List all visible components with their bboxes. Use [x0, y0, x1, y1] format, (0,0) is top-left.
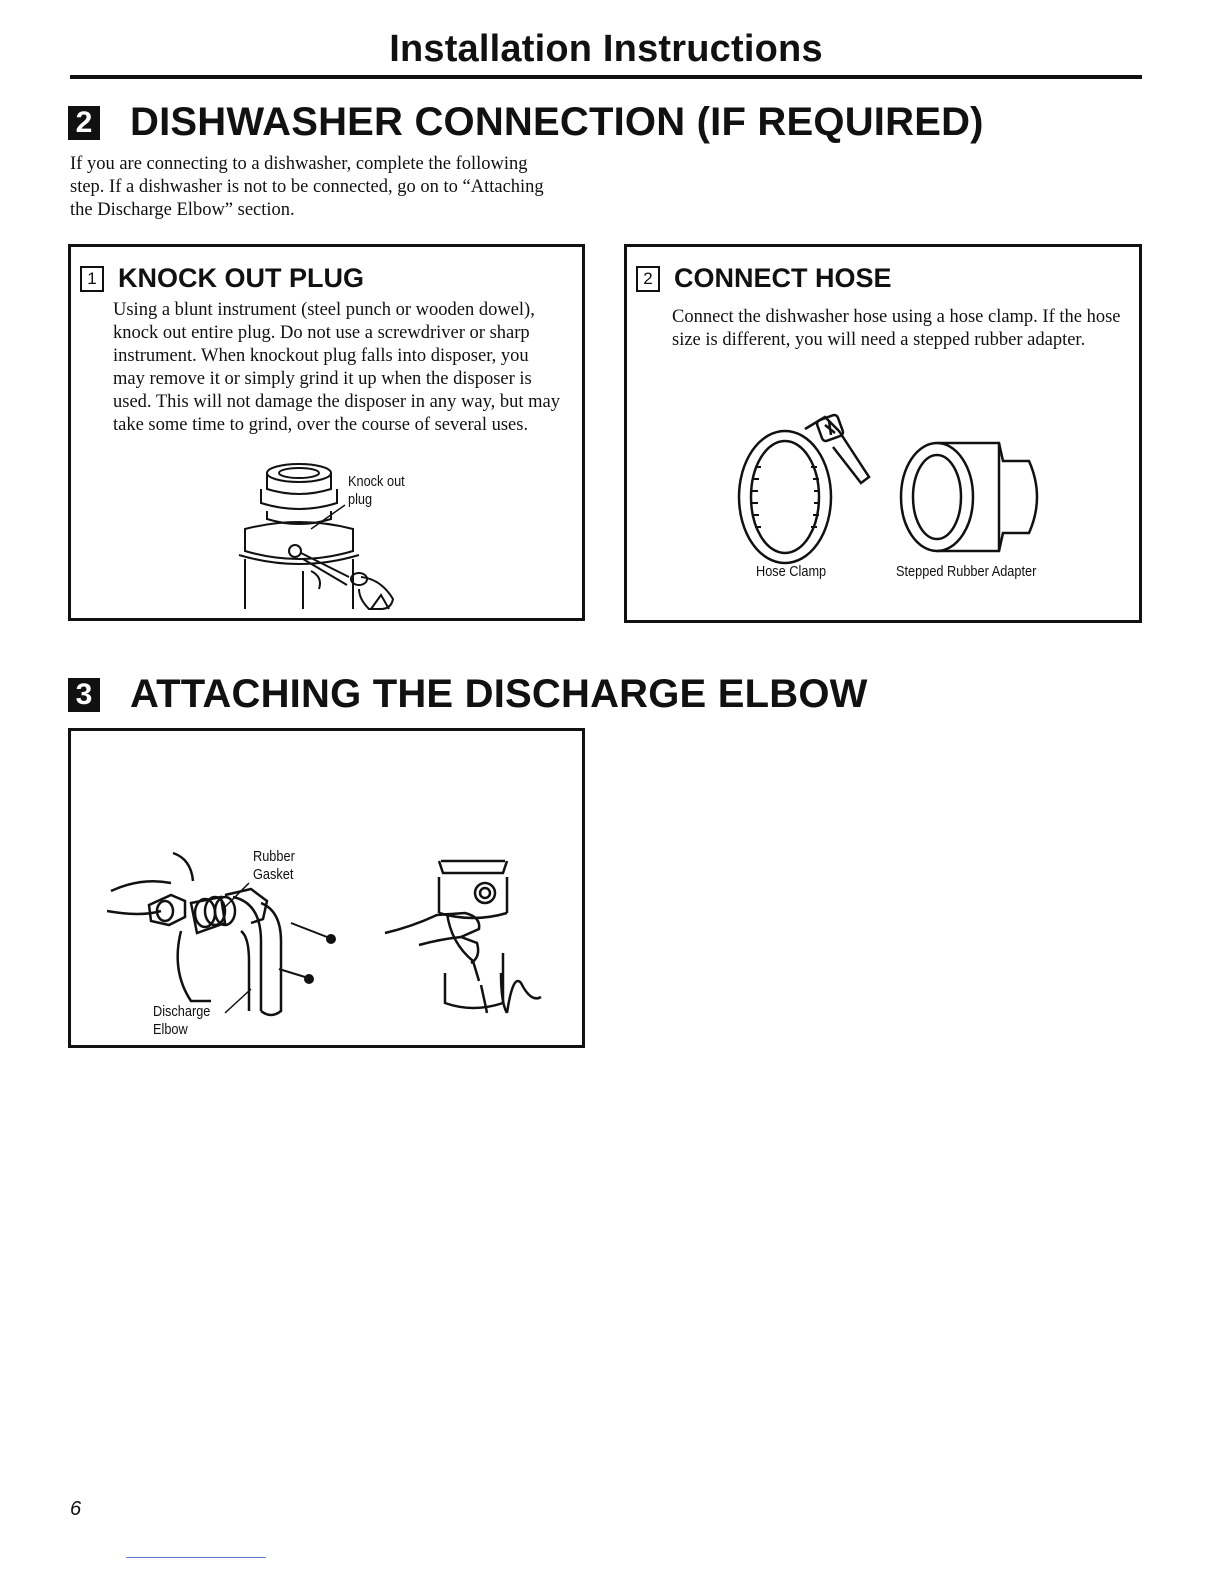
step-1-heading — [80, 263, 364, 294]
page-header-title: Installation Instructions — [389, 28, 823, 70]
section-2-title: DISHWASHER CONNECTION (IF REQUIRED) — [130, 100, 984, 144]
knockout-leader-line — [309, 503, 349, 533]
elbow-leader-line — [223, 987, 253, 1017]
knockout-callout-line2: plug — [348, 491, 373, 508]
footer-line — [126, 1557, 266, 1558]
gasket-leader-line — [221, 881, 251, 911]
stepped-adapter-label: Stepped Rubber Adapter — [896, 563, 1037, 580]
rubber-gasket-label-line2: Gasket — [253, 866, 294, 883]
step-1-number: 1 — [80, 266, 104, 292]
step-2-title: CONNECT HOSE — [674, 263, 892, 293]
discharge-elbow-illustration — [101, 841, 341, 1021]
discharge-elbow-label-line1: Discharge — [153, 1003, 211, 1020]
discharge-elbow-label-line2: Elbow — [153, 1021, 188, 1038]
section-2-heading — [68, 100, 984, 145]
section-2-number: 2 — [68, 106, 100, 140]
hose-clamp-label: Hose Clamp — [756, 563, 827, 580]
header-rule — [70, 75, 1142, 79]
discharge-elbow-box — [68, 728, 585, 1048]
step-2-heading — [636, 263, 892, 294]
rubber-gasket-label-line1: Rubber — [253, 848, 295, 865]
step-2-text: Connect the dishwasher hose using a hose clamp. If the hose size is different, you will need a stepped rubber adapter. — [672, 307, 1121, 350]
section-3-number: 3 — [68, 678, 100, 712]
page-number: 6 — [70, 1498, 82, 1520]
stepped-rubber-adapter-icon — [899, 437, 1049, 557]
knockout-callout-line1: Knock out — [348, 473, 405, 490]
knock-out-plug-box — [68, 244, 585, 621]
step-1-title: KNOCK OUT PLUG — [118, 263, 364, 293]
section-3-heading — [68, 672, 868, 717]
hand-rotating-disposer-illustration — [381, 853, 551, 1023]
hose-clamp-icon — [733, 407, 873, 567]
section-3-title: ATTACHING THE DISCHARGE ELBOW — [130, 672, 868, 716]
step-1-text: Using a blunt instrument (steel punch or wooden dowel), knock out entire plug. Do not use a screwdriver or sharp instrument. When knockout plug falls into disposer, you may remove it or simply grind it up when the disposer is used. This will not damage the disposer in any way, but may take some time to grind, over the course of several uses. — [113, 300, 561, 435]
step-2-number: 2 — [636, 266, 660, 292]
section-2-intro: If you are connecting to a dishwasher, complete the following step. If a dishwasher is not to be connected, go on to “Attaching the Discharge Elbow” section. — [70, 154, 544, 220]
connect-hose-box — [624, 244, 1142, 623]
